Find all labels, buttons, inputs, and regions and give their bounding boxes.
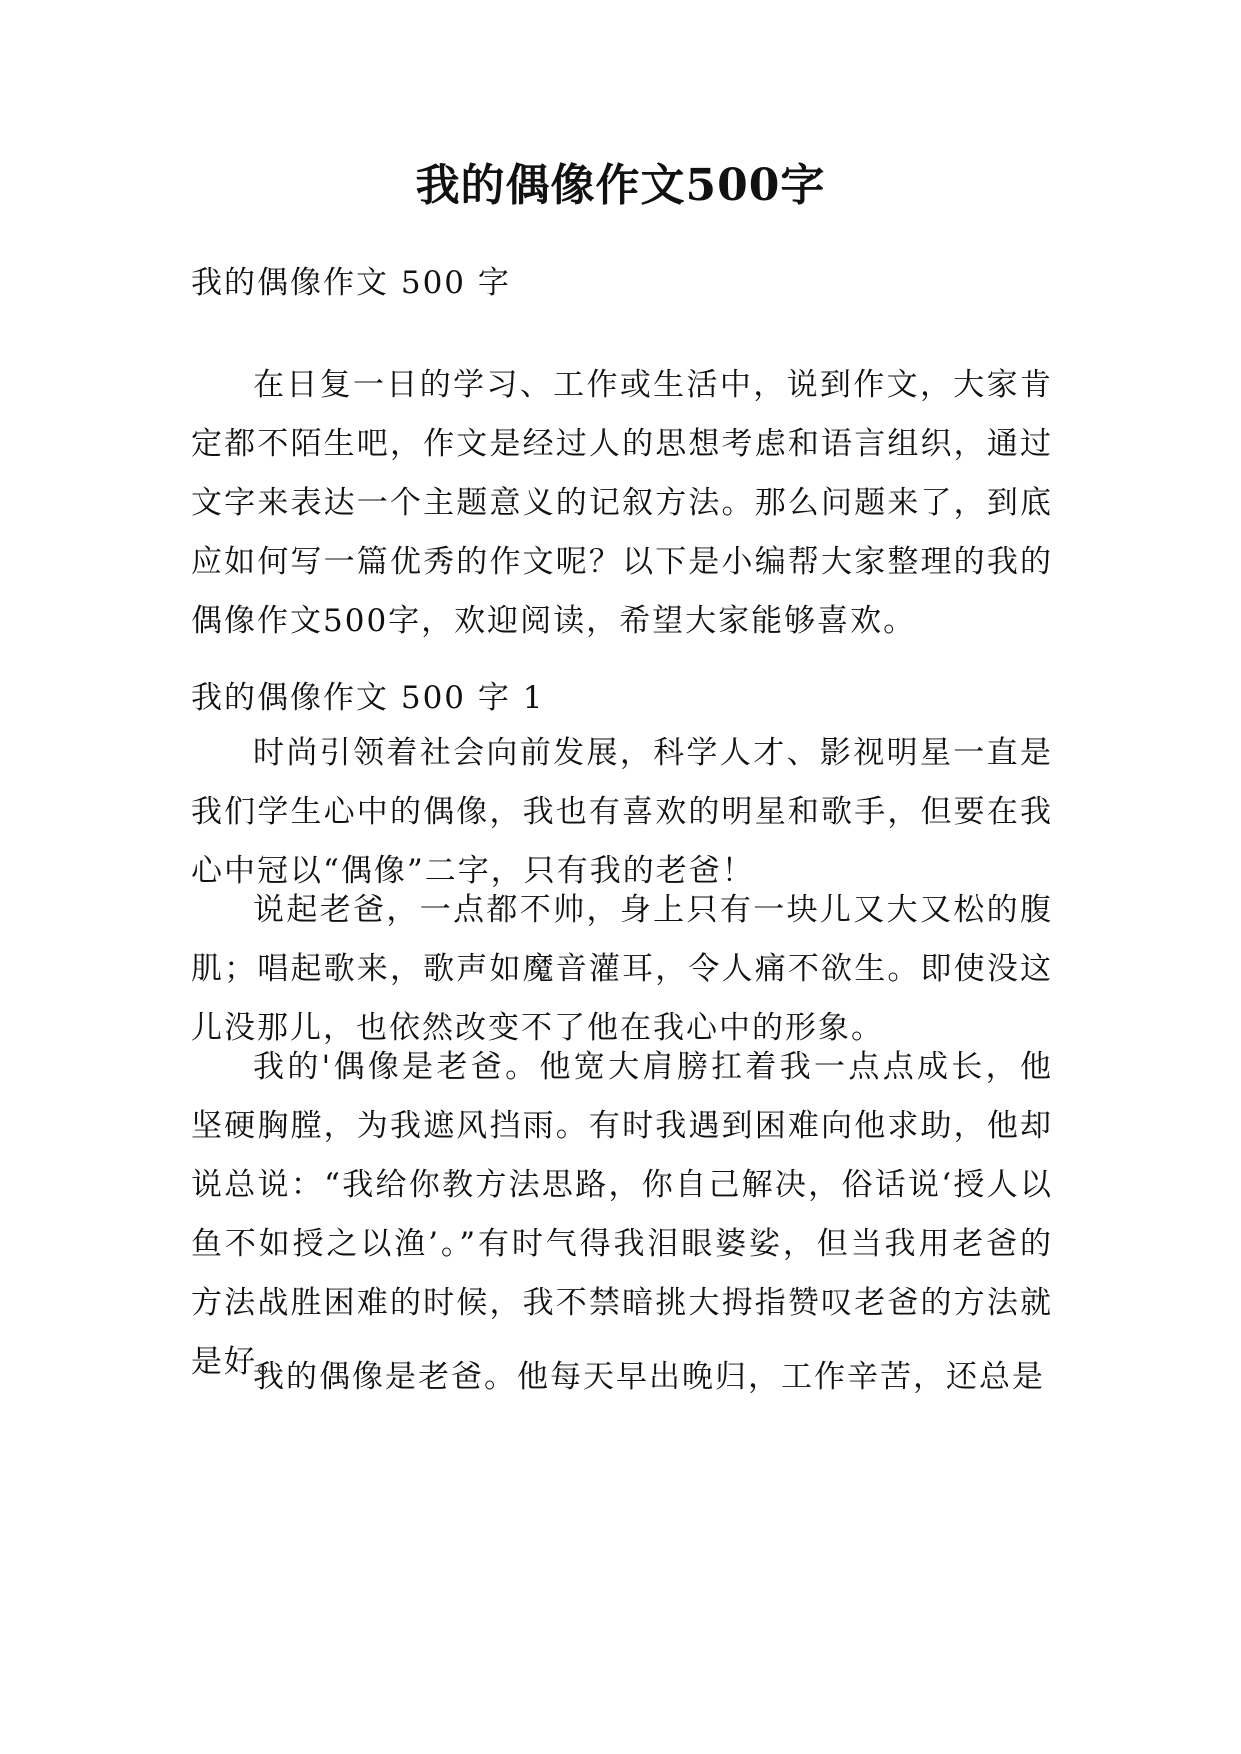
- intro-paragraph: 在日复一日的学习、工作或生活中，说到作文，大家肯定都不陌生吧，作文是经过人的思想考虑和语言组织，通过文字来表达一个主题意义的记叙方法。那么问题来了，到底应如何写一篇优秀的作文呢？以下是小编帮大家整理的我的偶像作文500字，欢迎阅读，希望大家能够喜欢。: [191, 367, 1053, 639]
- body-paragraph-2: 说起老爸，一点都不帅，身上只有一块儿又大又松的腹肌；唱起歌来，歌声如魔音灌耳，令人痛不欲生。即使没这儿没那儿，也依然改变不了他在我心中的形象。: [191, 892, 1053, 1046]
- body-paragraph-3: 我的'偶像是老爸。他宽大肩膀扛着我一点点成长，他坚硬胸膛，为我遮风挡雨。有时我遇到困难向他求助，他却说总说：“我给你教方法思路，你自己解决，俗话说‘授人以鱼不如授之以渔’。”有时气得我泪眼婆娑，但当我用老爸的方法战胜困难的时候，我不禁暗挑大拇指赞叹老爸的方法就是好。: [191, 1049, 1053, 1380]
- body-paragraph-4: 我的偶像是老爸。他每天早出晚归，工作辛苦，还总是: [253, 1359, 1045, 1395]
- section-heading: 我的偶像作文 500 字 1: [191, 680, 545, 716]
- document-subtitle: 我的偶像作文 500 字: [191, 265, 511, 301]
- document-title: 我的偶像作文500字: [415, 160, 826, 211]
- body-paragraph-1: 时尚引领着社会向前发展，科学人才、影视明星一直是我们学生心中的偶像，我也有喜欢的明星和歌手，但要在我心中冠以“偶像”二字，只有我的老爸！: [191, 735, 1053, 889]
